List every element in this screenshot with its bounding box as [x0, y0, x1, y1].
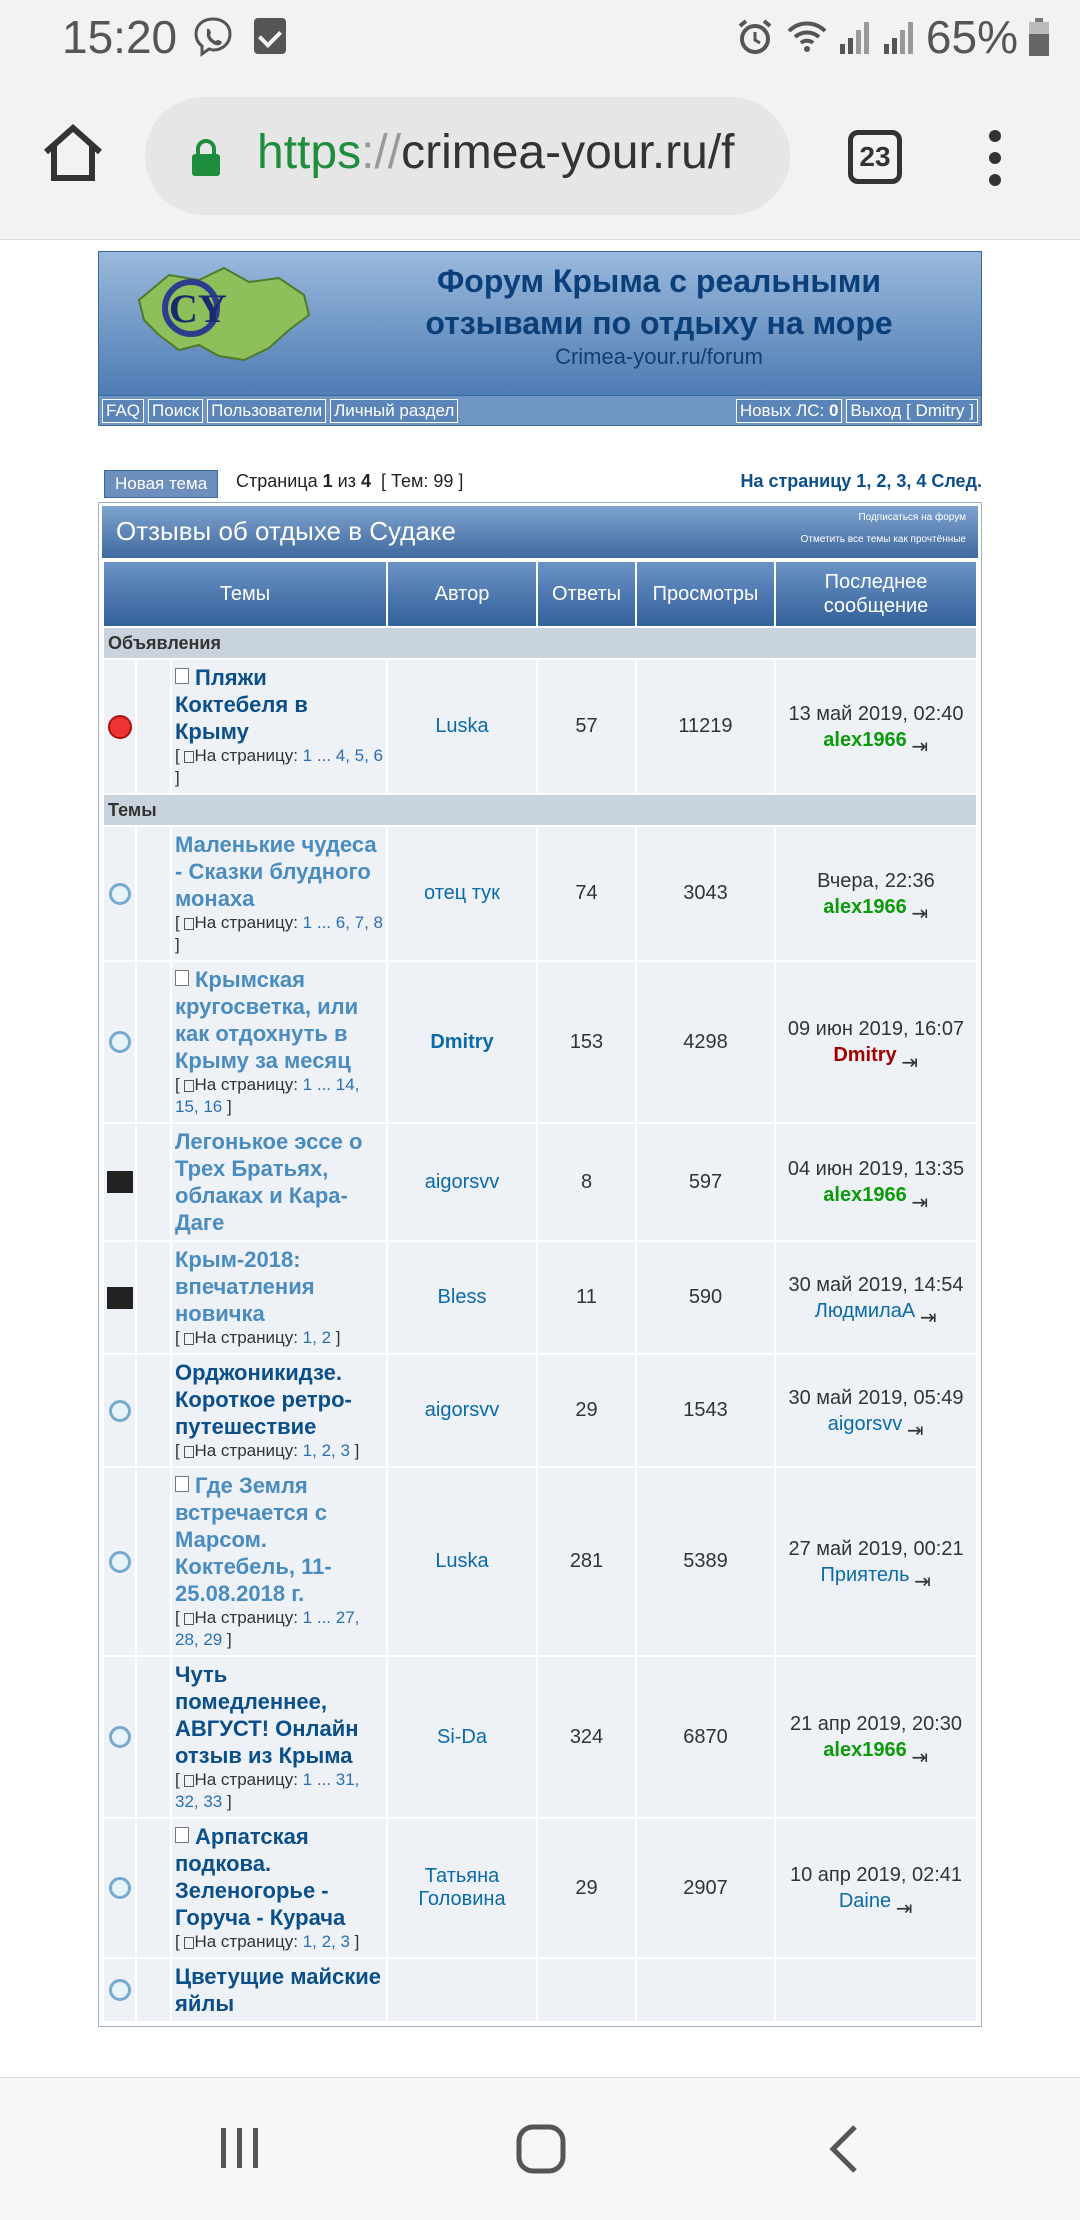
- android-navigation-bar: [0, 2077, 1080, 2220]
- svg-text:CY: CY: [169, 286, 227, 331]
- topic-title-link[interactable]: Легонькое эссе о Трех Братьях, облаках и Кара-Даге: [175, 1129, 363, 1235]
- col-last-post: Последнее сообщение: [776, 562, 976, 626]
- topic-author[interactable]: [388, 1959, 536, 2021]
- topic-replies: 29: [538, 1819, 635, 1957]
- nav-search-link[interactable]: Поиск: [148, 399, 203, 423]
- col-replies: Ответы: [538, 562, 635, 626]
- new-topic-button[interactable]: Новая тема: [104, 470, 218, 498]
- last-post-date: 30 май 2019, 14:54: [788, 1273, 964, 1296]
- topic-read-icon: [109, 1400, 131, 1422]
- topic-read-icon: [109, 1031, 131, 1053]
- topic-pages: [ На страницу: 1, 2, 3 ]: [175, 1441, 360, 1460]
- envelope-icon: [107, 1287, 133, 1309]
- back-nav-icon[interactable]: [825, 2123, 865, 2175]
- topic-pages: [ На страницу: 1 ... 4, 5, 6 ]: [175, 746, 383, 787]
- lock-icon: [190, 137, 222, 177]
- last-post-user[interactable]: aigorsvv: [827, 1412, 903, 1435]
- topic-title-link[interactable]: Маленькие чудеса - Сказки блудного монаха: [175, 832, 377, 911]
- attachment-icon: [175, 668, 189, 684]
- banner-title: Форум Крыма с реальными отзывами по отдыху на море: [425, 263, 893, 341]
- page-info: Страница 1 из 4 [ Тем: 99 ]: [236, 471, 464, 491]
- topic-replies: [538, 1959, 635, 2021]
- page-links[interactable]: На страницу 1, 2, 3, 4 След.: [740, 471, 982, 491]
- overflow-menu-icon[interactable]: [985, 130, 1005, 190]
- nav-new-pm-link[interactable]: Новых ЛС: 0: [736, 399, 843, 423]
- pages-icon: [184, 1080, 194, 1092]
- topic-read-icon: [109, 1726, 131, 1748]
- signal-icon-1: [838, 16, 872, 58]
- topic-replies: 324: [538, 1657, 635, 1817]
- topic-replies: 153: [538, 962, 635, 1122]
- tab-switcher-button[interactable]: 23: [848, 130, 902, 184]
- topic-author[interactable]: Luska: [388, 660, 536, 793]
- home-nav-icon[interactable]: [515, 2123, 567, 2175]
- mark-read-link[interactable]: Отметить все темы как прочтённые: [800, 534, 966, 545]
- attachment-icon: [175, 1476, 189, 1492]
- pages-icon: [184, 1775, 194, 1787]
- pages-icon: [184, 1446, 194, 1458]
- topic-views: 2907: [637, 1819, 774, 1957]
- topic-pages: [ На страницу: 1, 2, 3 ]: [175, 1932, 360, 1951]
- go-to-post-icon[interactable]: ⇥: [906, 1420, 924, 1443]
- topic-views: [637, 1959, 774, 2021]
- topic-title-link[interactable]: Крымская кругосветка, или как отдохнуть в Крыму за месяц: [175, 967, 359, 1073]
- topic-pages: [ На страницу: 1, 2 ]: [175, 1328, 341, 1347]
- last-post-date: 04 июн 2019, 13:35: [787, 1158, 965, 1180]
- pages-icon: [184, 751, 194, 763]
- table-row: [104, 1468, 976, 1655]
- checklist-notification-icon: [254, 18, 286, 54]
- topic-replies: 281: [538, 1468, 635, 1655]
- pages-icon: [184, 918, 194, 930]
- web-page: [0, 241, 1080, 2077]
- topic-read-icon: [109, 1979, 131, 2001]
- attachment-icon: [175, 1827, 189, 1843]
- last-post-user[interactable]: Dmitry: [833, 1044, 897, 1066]
- nav-faq-link[interactable]: FAQ: [102, 399, 144, 423]
- col-topics: Темы: [104, 562, 386, 626]
- topic-author[interactable]: Bless: [388, 1242, 536, 1353]
- topics-table: [102, 560, 978, 2023]
- pages-icon: [184, 1333, 194, 1345]
- attachment-icon: [175, 970, 189, 986]
- topic-replies: 11: [538, 1242, 635, 1353]
- go-to-post-icon[interactable]: ⇥: [914, 1571, 931, 1594]
- topic-pages: [ На страницу: 1 ... 6, 7, 8 ]: [175, 913, 383, 954]
- topic-title-link[interactable]: Арпатская подкова. Зеленогорье - Горуча - Курача: [175, 1824, 346, 1930]
- topic-title-link[interactable]: Пляжи Коктебеля в Крыму: [175, 665, 308, 744]
- pages-icon: [184, 1613, 194, 1625]
- table-row: [104, 962, 976, 1122]
- last-post-date: 21 апр 2019, 20:30: [789, 1713, 963, 1735]
- last-post-date: 13 май 2019, 02:40: [788, 702, 964, 725]
- last-post-date: 27 май 2019, 00:21: [788, 1537, 964, 1560]
- topic-replies: 57: [538, 660, 635, 793]
- topic-title-link[interactable]: Крым-2018: впечатления новичка: [175, 1247, 315, 1326]
- last-post-user[interactable]: alex1966: [823, 728, 907, 751]
- topic-replies: 29: [538, 1355, 635, 1466]
- topic-title-link[interactable]: Где Земля встречается с Марсом. Коктебель, 11-25.08.2018 г.: [175, 1473, 332, 1606]
- topic-author[interactable]: отец тук: [388, 827, 536, 960]
- col-author: Автор: [388, 562, 536, 626]
- nav-logout-link[interactable]: Выход [ Dmitry ]: [846, 399, 978, 423]
- topic-title-link[interactable]: Цветущие майские яйлы: [175, 1964, 381, 2016]
- go-to-post-icon[interactable]: ⇥: [911, 736, 929, 759]
- topic-author[interactable]: Татьяна Головина: [388, 1819, 536, 1957]
- nav-users-link[interactable]: Пользователи: [207, 399, 326, 423]
- url-bar[interactable]: [145, 97, 790, 215]
- status-bar: [0, 0, 1080, 75]
- topic-pages: [ На страницу: 1 ... 27, 28, 29 ]: [175, 1608, 360, 1649]
- last-post-user[interactable]: Daine: [838, 1890, 892, 1912]
- announcement-icon: [108, 715, 132, 739]
- pagination-row: [98, 468, 982, 498]
- banner-subtitle[interactable]: Crimea-your.ru/forum: [555, 344, 763, 369]
- go-to-post-icon[interactable]: ⇥: [911, 903, 929, 926]
- pages-icon: [184, 1937, 194, 1949]
- last-post-date: Вчера, 22:36: [817, 869, 935, 892]
- topic-views: 5389: [637, 1468, 774, 1655]
- viber-icon: [190, 14, 236, 60]
- col-views: Просмотры: [637, 562, 774, 626]
- go-to-post-icon[interactable]: ⇥: [911, 1191, 929, 1214]
- nav-personal-link[interactable]: Личный раздел: [330, 399, 458, 423]
- forum-header: [102, 506, 978, 558]
- last-post-user[interactable]: ЛюдмилаА: [814, 1299, 916, 1322]
- signal-icon-2: [882, 16, 916, 58]
- topic-author[interactable]: Luska: [388, 1468, 536, 1655]
- forum-title: Отзывы об отдыхе в Судаке: [116, 516, 456, 546]
- battery-percent: 65%: [925, 11, 1018, 63]
- table-row: [104, 1819, 976, 1957]
- topic-pages: [ На страницу: 1 ... 31, 32, 33 ]: [175, 1770, 360, 1811]
- last-post-date: 10 апр 2019, 02:41: [789, 1864, 963, 1886]
- status-time: 15:20: [62, 11, 178, 63]
- topic-views: 4298: [637, 962, 774, 1122]
- go-to-post-icon[interactable]: ⇥: [901, 1051, 919, 1074]
- topic-views: 1543: [637, 1355, 774, 1466]
- topic-author[interactable]: Dmitry: [388, 962, 536, 1122]
- forum-navbar: [98, 396, 982, 426]
- table-row: [104, 660, 976, 793]
- topic-views: 590: [637, 1242, 774, 1353]
- topic-views: 6870: [637, 1657, 774, 1817]
- last-post-date: 30 май 2019, 05:49: [788, 1386, 964, 1409]
- topic-read-icon: [109, 1551, 131, 1573]
- envelope-icon: [107, 1171, 133, 1193]
- topic-title-link[interactable]: Орджоникидзе. Короткое ретро-путешествие: [175, 1360, 352, 1439]
- home-icon[interactable]: [40, 120, 106, 186]
- table-row: [104, 1242, 976, 1353]
- forum-banner: [98, 251, 982, 396]
- go-to-post-icon[interactable]: ⇥: [919, 1307, 937, 1330]
- table-row: [104, 827, 976, 960]
- last-post-date: 09 июн 2019, 16:07: [787, 1018, 965, 1040]
- table-row: [104, 1124, 976, 1240]
- table-row: [104, 1355, 976, 1466]
- topic-pages: [ На страницу: 1 ... 14, 15, 16 ]: [175, 1075, 360, 1116]
- topic-read-icon: [109, 883, 131, 905]
- topic-read-icon: [109, 1877, 131, 1899]
- topic-views: 3043: [637, 827, 774, 960]
- forum-topic-list: [98, 502, 982, 2027]
- last-post-user[interactable]: alex1966: [823, 1184, 907, 1206]
- crimea-logo-icon[interactable]: [129, 260, 319, 370]
- last-post-user[interactable]: Приятель: [820, 1563, 910, 1586]
- go-to-post-icon[interactable]: ⇥: [895, 1897, 913, 1920]
- topic-views: 11219: [637, 660, 774, 793]
- recent-apps-icon[interactable]: [215, 2123, 265, 2173]
- url-text: https://crimea-your.ru/f: [257, 126, 735, 179]
- alarm-icon: [734, 16, 776, 58]
- last-post-user[interactable]: alex1966: [823, 895, 907, 918]
- go-to-post-icon[interactable]: ⇥: [911, 1746, 929, 1769]
- battery-icon: [1028, 17, 1050, 57]
- wifi-icon: [786, 16, 828, 58]
- section-topics: Темы: [104, 795, 976, 825]
- topic-replies: 8: [538, 1124, 635, 1240]
- topic-author[interactable]: aigorsvv: [388, 1355, 536, 1466]
- topic-replies: 74: [538, 827, 635, 960]
- table-row: [104, 1657, 976, 1817]
- topic-author[interactable]: aigorsvv: [388, 1124, 536, 1240]
- section-announcements: Объявления: [104, 628, 976, 658]
- browser-toolbar: [0, 75, 1080, 240]
- topic-title-link[interactable]: Чуть помедленнее, АВГУСТ! Онлайн отзыв из Крыма: [175, 1662, 359, 1768]
- topic-views: 597: [637, 1124, 774, 1240]
- subscribe-link[interactable]: Подписаться на форум: [858, 512, 966, 523]
- topic-author[interactable]: Si-Da: [388, 1657, 536, 1817]
- table-row: [104, 1959, 976, 2021]
- last-post-user[interactable]: alex1966: [823, 1739, 907, 1761]
